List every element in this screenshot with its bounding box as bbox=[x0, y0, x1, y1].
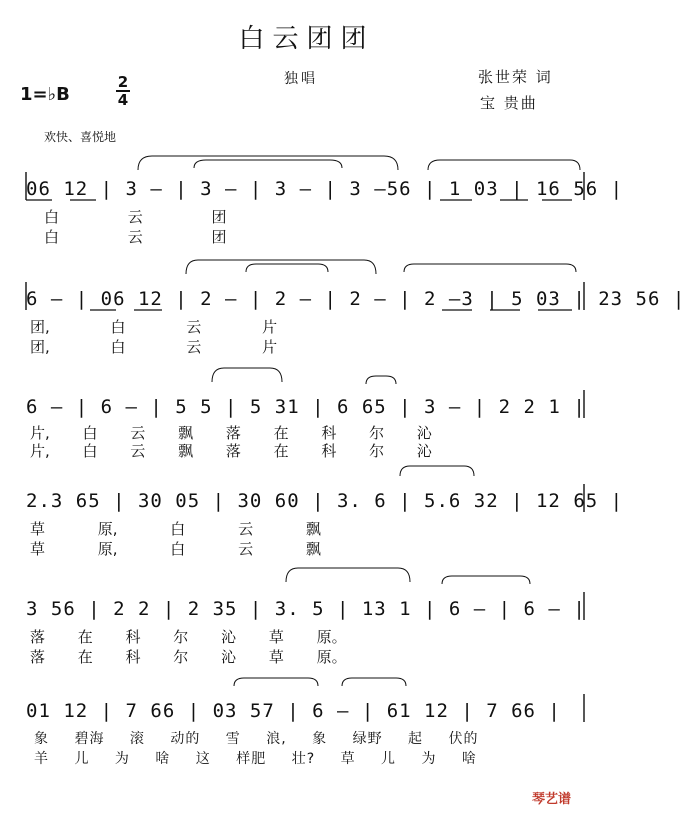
lyric-line-1-verse-1: 白 云 团 bbox=[44, 208, 227, 226]
lyric-line-6-verse-2: 羊 儿 为 啥 这 样肥 壮? 草 儿 为 啥 bbox=[34, 751, 477, 767]
notation-line-4: 2.3 65 | 30 05 | 30 60 | 3. 6 | 5.6 32 | 12 65 | bbox=[26, 490, 624, 512]
notation-line-5: 3 56 | 2 2 | 2 35 | 3. 5 | 13 1 | 6 — | 6 — | bbox=[26, 598, 586, 620]
slur-11 bbox=[442, 576, 530, 584]
slur-3 bbox=[428, 160, 580, 170]
slur-12 bbox=[234, 678, 318, 686]
slur-2 bbox=[194, 160, 342, 168]
measure-bars bbox=[26, 172, 584, 722]
slur-5 bbox=[246, 264, 328, 272]
tempo-marking: 欢快、喜悦地 bbox=[44, 130, 117, 144]
meter-bottom: 4 bbox=[117, 91, 129, 109]
lyricist-credit: 张世荣 词 bbox=[478, 68, 553, 86]
notation-line-1: 06 12 | 3 — | 3 — | 3 — | 3 —56 | 1 03 | 16 56 | bbox=[26, 178, 624, 200]
lyric-line-2-verse-1: 团, 白 云 片 bbox=[30, 318, 278, 336]
slur-7 bbox=[212, 368, 282, 382]
lyric-line-5-verse-1: 落 在 科 尔 沁 草 原。 bbox=[30, 628, 347, 646]
lyric-line-2-verse-2: 团, 白 云 片 bbox=[30, 338, 278, 356]
lyric-line-1-verse-2: 白 云 团 bbox=[44, 228, 227, 246]
lyric-line-3-verse-1: 片, 白 云 飘 落 在 科 尔 沁 bbox=[30, 424, 432, 442]
composer-credit: 宝 贵曲 bbox=[480, 94, 538, 112]
slur-8 bbox=[366, 376, 396, 384]
watermark: 琴艺谱 bbox=[532, 792, 572, 807]
slur-10 bbox=[286, 568, 410, 582]
lyric-line-4-verse-1: 草 原, 白 云 飘 bbox=[30, 520, 321, 538]
slur-4 bbox=[186, 260, 376, 274]
slur-6 bbox=[404, 264, 576, 272]
notation-line-2: 6 — | 06 12 | 2 — | 2 — | 2 — | 2 —3 | 5 03 | 23 56 | bbox=[26, 288, 685, 310]
lyric-line-5-verse-2: 落 在 科 尔 沁 草 原。 bbox=[30, 648, 347, 666]
performance-type: 独唱 bbox=[284, 71, 318, 87]
lyric-line-4-verse-2: 草 原, 白 云 飘 bbox=[30, 540, 321, 558]
meter-top: 2 bbox=[117, 73, 129, 91]
slur-13 bbox=[342, 678, 406, 686]
lyric-line-6-verse-1: 象 碧海 滚 动的 雪 浪, 象 绿野 起 伏的 bbox=[34, 731, 479, 747]
lyric-line-3-verse-2: 片, 白 云 飘 落 在 科 尔 沁 bbox=[30, 442, 432, 460]
beat-underlines bbox=[26, 200, 572, 310]
slur-1 bbox=[138, 156, 398, 170]
song-title: 白云团团 bbox=[238, 24, 375, 54]
key-signature: 1=♭B bbox=[20, 84, 70, 105]
notation-line-3: 6 — | 6 — | 5 5 | 5 31 | 6 65 | 3 — | 2 2 1 | bbox=[26, 396, 586, 418]
slur-9 bbox=[400, 466, 474, 476]
notation-line-6: 01 12 | 7 66 | 03 57 | 6 — | 61 12 | 7 66 | bbox=[26, 700, 561, 722]
